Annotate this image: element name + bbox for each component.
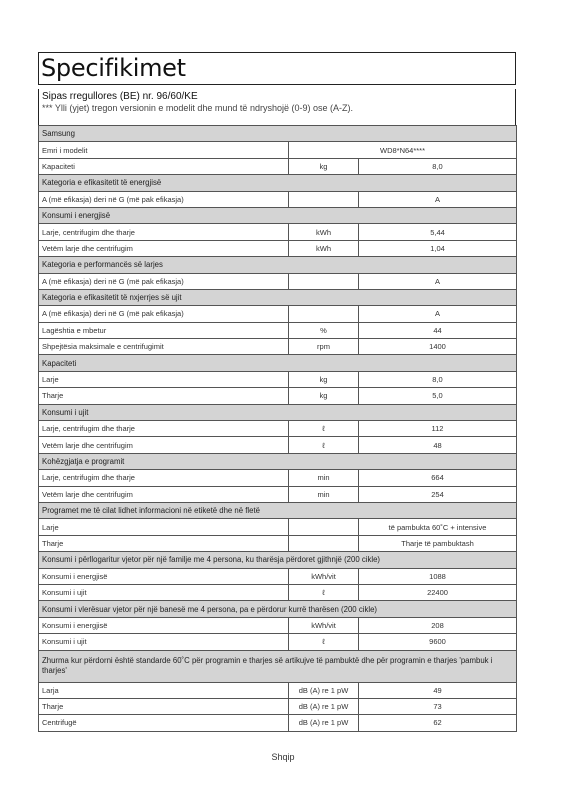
spec-label: Larje, centrifugim dhe tharje [39,224,289,240]
spec-value: 5,44 [359,224,517,240]
spec-unit: ℓ [289,584,359,600]
section-title: Kategoria e efikasitetit të energjisë [39,175,517,191]
spec-value: të pambukta 60˚C + intensive [359,519,517,535]
spec-value: 1400 [359,339,517,355]
spec-row [39,273,517,289]
spec-label: Larje, centrifugim dhe tharje [39,421,289,437]
spec-value: 49 [359,682,517,698]
spec-unit: kWh [289,224,359,240]
spec-row [39,388,517,404]
spec-label: Vetëm larje dhe centrifugim [39,240,289,256]
spec-row [39,682,517,698]
section-title: Kategoria e performancës së larjes [39,257,517,273]
section-title: Kohëzgjatja e programit [39,453,517,469]
spec-label: A (më efikasja) deri në G (më pak efikasja) [39,191,289,207]
spec-unit: ℓ [289,437,359,453]
section-header-row [39,453,517,469]
spec-label: Tharje [39,698,289,714]
spec-unit: kg [289,388,359,404]
spec-value: Tharje të pambuktash [359,535,517,551]
spec-label: Emri i modelit [39,142,289,158]
spec-row [39,486,517,502]
spec-row [39,715,517,731]
section-header-row [39,175,517,191]
spec-row [39,584,517,600]
spec-label: Vetëm larje dhe centrifugim [39,486,289,502]
spec-value: 48 [359,437,517,453]
spec-row [39,224,517,240]
spec-unit [289,535,359,551]
spec-unit: ℓ [289,634,359,650]
spec-row [39,634,517,650]
spec-value: 112 [359,421,517,437]
spec-value: 664 [359,470,517,486]
spec-value: 73 [359,698,517,714]
specifications-table [38,125,517,732]
spec-label: Lagështia e mbetur [39,322,289,338]
spec-label: Tharje [39,535,289,551]
spec-value: 62 [359,715,517,731]
spec-label: Shpejtësia maksimale e centrifugimit [39,339,289,355]
section-title: Samsung [39,126,517,142]
spec-label: Tharje [39,388,289,404]
section-header-row [39,404,517,420]
spec-value: 254 [359,486,517,502]
spec-unit: min [289,486,359,502]
section-header-row [39,601,517,617]
spec-row [39,371,517,387]
spec-unit [289,306,359,322]
spec-value: 208 [359,617,517,633]
spec-row [39,617,517,633]
spec-unit: dB (A) re 1 pW [289,715,359,731]
spec-value: A [359,306,517,322]
spec-value: 8,0 [359,158,517,174]
section-title: Kapaciteti [39,355,517,371]
spec-label: Centrifugë [39,715,289,731]
section-title: Programet me të cilat lidhet informacioni në etiketë dhe në fletë [39,502,517,518]
spec-label: Larje [39,371,289,387]
spec-unit: kg [289,371,359,387]
section-title: Kategoria e efikasitetit të nxjerrjes së ujit [39,289,517,305]
spec-unit: kg [289,158,359,174]
spec-value: A [359,273,517,289]
spec-value: 9600 [359,634,517,650]
spec-label: Vetëm larje dhe centrifugim [39,437,289,453]
spec-row [39,470,517,486]
spec-value: 1,04 [359,240,517,256]
spec-value: A [359,191,517,207]
spec-label: Konsumi i ujit [39,634,289,650]
spec-row [39,339,517,355]
spec-label: Konsumi i energjisë [39,617,289,633]
spec-value: 8,0 [359,371,517,387]
spec-unit [289,273,359,289]
section-header-row [39,650,517,682]
section-header-row [39,207,517,223]
spec-row [39,240,517,256]
spec-unit: min [289,470,359,486]
spec-unit: kWh [289,240,359,256]
section-title: Konsumi i energjisë [39,207,517,223]
spec-row [39,698,517,714]
section-header-row [39,257,517,273]
spec-label: A (më efikasja) deri në G (më pak efikasja) [39,306,289,322]
section-title: Zhurma kur përdorni është standarde 60˚C për programin e tharjes së artikujve të pambuktë dhe për programin e tharjes 'pambuk i tharjes' [39,650,517,682]
spec-row [39,519,517,535]
spec-unit: rpm [289,339,359,355]
spec-unit: dB (A) re 1 pW [289,698,359,714]
spec-unit: ℓ [289,421,359,437]
regulation-title: Sipas rregullores (BE) nr. 96/60/KE [42,91,198,102]
spec-label: A (më efikasja) deri në G (më pak efikasja) [39,273,289,289]
spec-label: Larja [39,682,289,698]
spec-row [39,437,517,453]
regulation-note: *** Ylli (yjet) tregon versionin e modelit dhe mund të ndryshojë (0-9) ose (A-Z). [42,103,353,113]
spec-value: 22400 [359,584,517,600]
section-header-row [39,502,517,518]
section-header-row [39,289,517,305]
spec-row [39,568,517,584]
section-title: Konsumi i përllogaritur vjetor për një familje me 4 persona, ku tharësja përdoret gjithnjë (200 cikle) [39,552,517,568]
regulation-header [38,89,516,125]
spec-unit [289,519,359,535]
spec-label: Kapaciteti [39,158,289,174]
spec-row [39,322,517,338]
section-header-row [39,126,517,142]
spec-row [39,306,517,322]
spec-unit: dB (A) re 1 pW [289,682,359,698]
spec-row [39,158,517,174]
spec-unit [289,191,359,207]
spec-label: Konsumi i energjisë [39,568,289,584]
section-header-row [39,552,517,568]
spec-value: 44 [359,322,517,338]
spec-label: Larje, centrifugim dhe tharje [39,470,289,486]
section-header-row [39,355,517,371]
page-title: Specifikimet [38,52,516,85]
spec-value: 5,0 [359,388,517,404]
spec-unit: % [289,322,359,338]
spec-unit: kWh/vit [289,617,359,633]
page-footer-language: Shqip [271,752,295,762]
spec-value: 1088 [359,568,517,584]
spec-label: Konsumi i ujit [39,584,289,600]
spec-row [39,191,517,207]
spec-label: Larje [39,519,289,535]
section-title: Konsumi i vlerësuar vjetor për një banesë me 4 persona, pa e përdorur kurrë tharësen (200 cikle) [39,601,517,617]
spec-unit: kWh/vit [289,568,359,584]
spec-row [39,535,517,551]
section-title: Konsumi i ujit [39,404,517,420]
spec-row [39,142,517,158]
spec-row [39,421,517,437]
spec-value: WD8*N64**** [289,142,517,158]
